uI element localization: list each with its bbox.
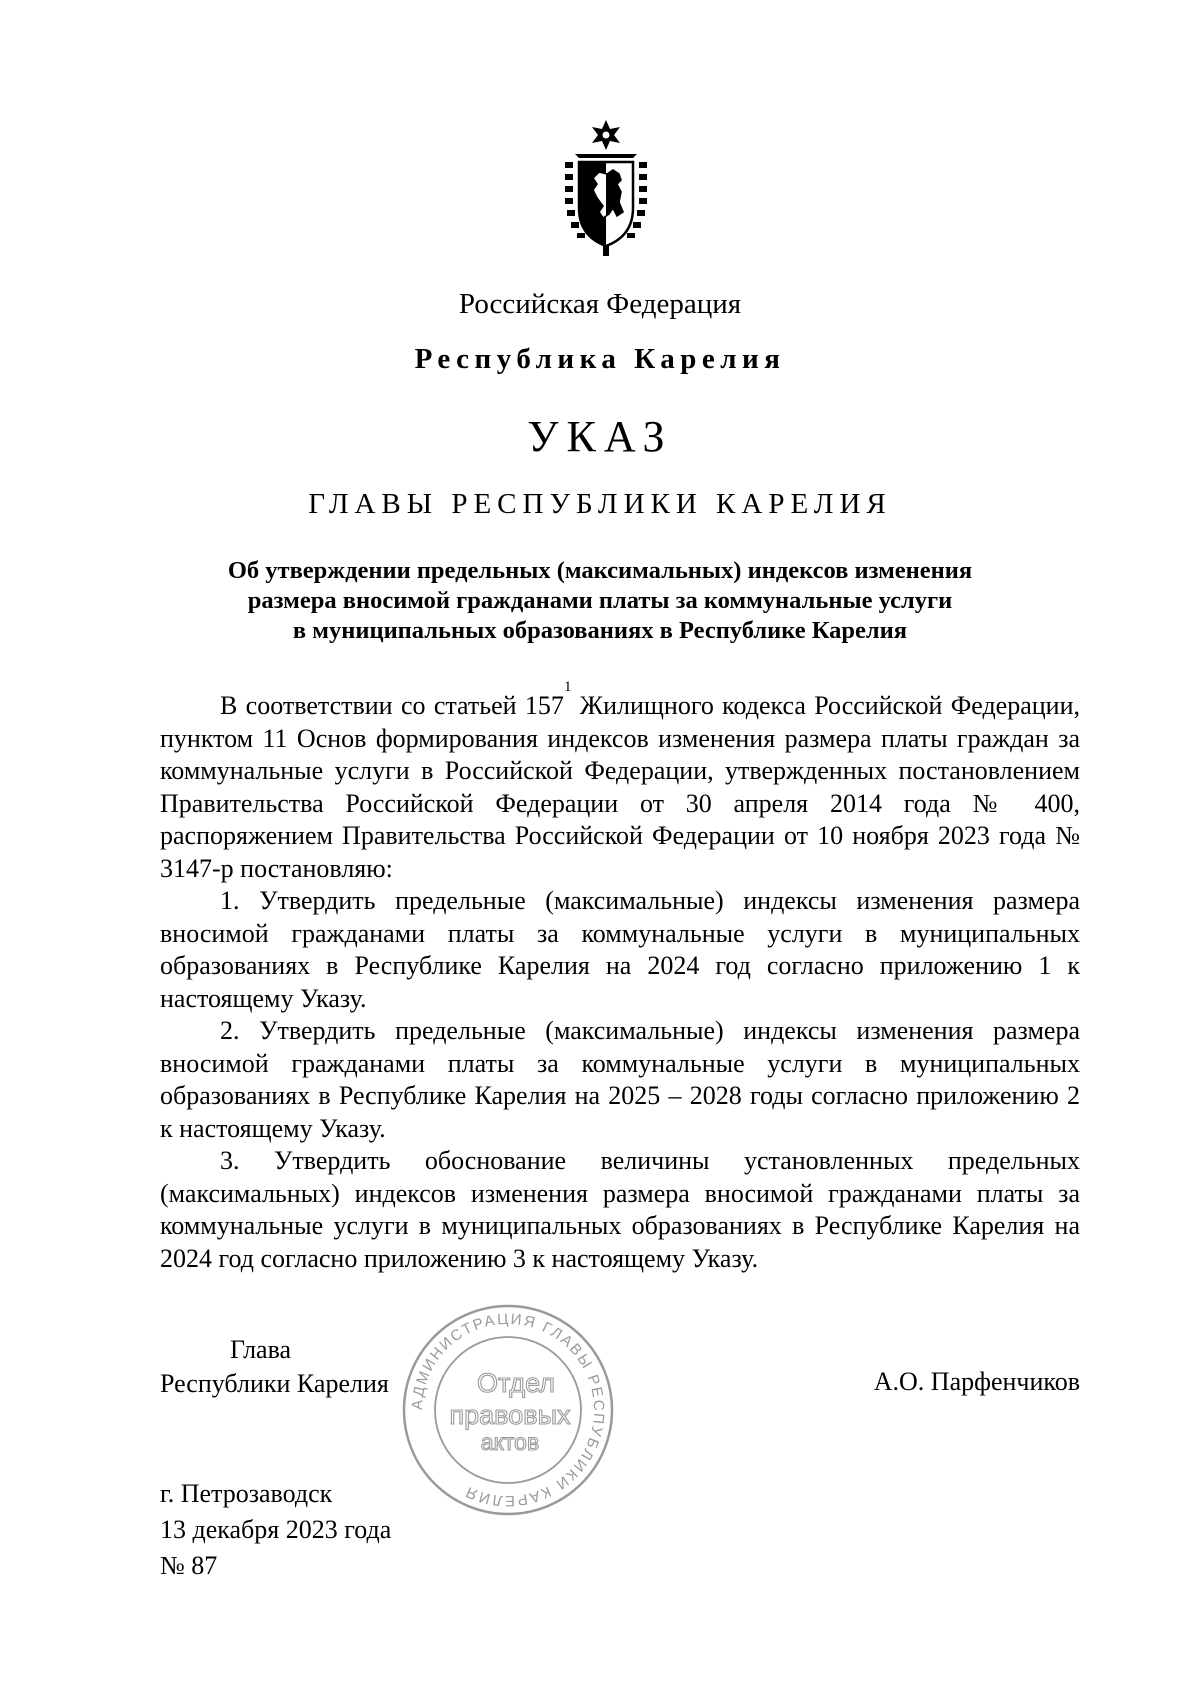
position-line: Глава (230, 1335, 292, 1364)
karelia-coat-of-arms-icon (563, 118, 649, 258)
preamble-paragraph (160, 679, 1080, 885)
stamp-seal (398, 1300, 618, 1520)
document-footer (160, 1476, 391, 1584)
stamp-line: актов (480, 1429, 540, 1455)
stamp-line: Отдел (476, 1368, 556, 1398)
preamble-text-rest: Жилищного кодекса Российской Федерации, пунктом 11 Основ формирования индексов изменения размера платы граждан за коммунальные услуги в Российской Федерации, утвержденных постановлением Правительства Российской Федерации от 30 апреля 2014 года № 400, распоряжением Правительства Российской Федерации от 10 ноября 2023 года № 3147-р постановляю: (160, 691, 1080, 883)
preamble-text-start: В соответствии со статьей 157 (220, 691, 564, 720)
decree-body (160, 679, 1080, 1275)
position-line: Республики Карелия (160, 1369, 389, 1398)
decree-item-2: 2. Утвердить предельные (максимальные) индексы изменения размера вносимой гражданами платы за коммунальные услуги в муниципальных образованиях в Республике Карелия на 2025 – 2028 годы согласно приложению 2 к настоящему Указу. (160, 1016, 1080, 1143)
stamp-line: правовых (449, 1400, 571, 1430)
republic-name: Республика Карелия (414, 343, 786, 375)
title-line: в муниципальных образованиях в Республике Карелия (292, 617, 908, 644)
signatory-name: А.О. Парфенчиков (873, 1367, 1080, 1396)
title-line: Об утверждении предельных (максимальных) индексов изменения (227, 557, 973, 584)
city: г. Петрозаводск (160, 1479, 333, 1508)
signatory-position (160, 1333, 389, 1401)
title-line: размера вносимой гражданами платы за коммунальные услуги (247, 587, 953, 614)
issuing-authority: ГЛАВЫ РЕСПУБЛИКИ КАРЕЛИЯ (308, 488, 892, 520)
document-number: № 87 (160, 1551, 218, 1580)
stamp-ring-text: АДМИНИСТРАЦИЯ ГЛАВЫ РЕСПУБЛИКИ КАРЕЛИЯ (408, 1310, 608, 1510)
document-title (160, 556, 1040, 646)
document-type: УКАЗ (527, 412, 673, 461)
country-name: Российская Федерация (458, 288, 742, 320)
decree-item-1: 1. Утвердить предельные (максимальные) индексы изменения размера вносимой гражданами платы за коммунальные услуги в муниципальных образованиях в Республике Карелия на 2024 год согласно приложению 1 к настоящему Указу. (160, 886, 1080, 1013)
date: 13 декабря 2023 года (160, 1515, 392, 1544)
article-superscript: 1 (563, 679, 572, 695)
decree-item-3: 3. Утвердить обоснование величины установленных предельных (максимальных) индексов изменения размера вносимой гражданами платы за коммунальные услуги в муниципальных образованиях в Республике Карелия на 2024 год согласно приложению 3 к настоящему Указу. (160, 1146, 1080, 1273)
